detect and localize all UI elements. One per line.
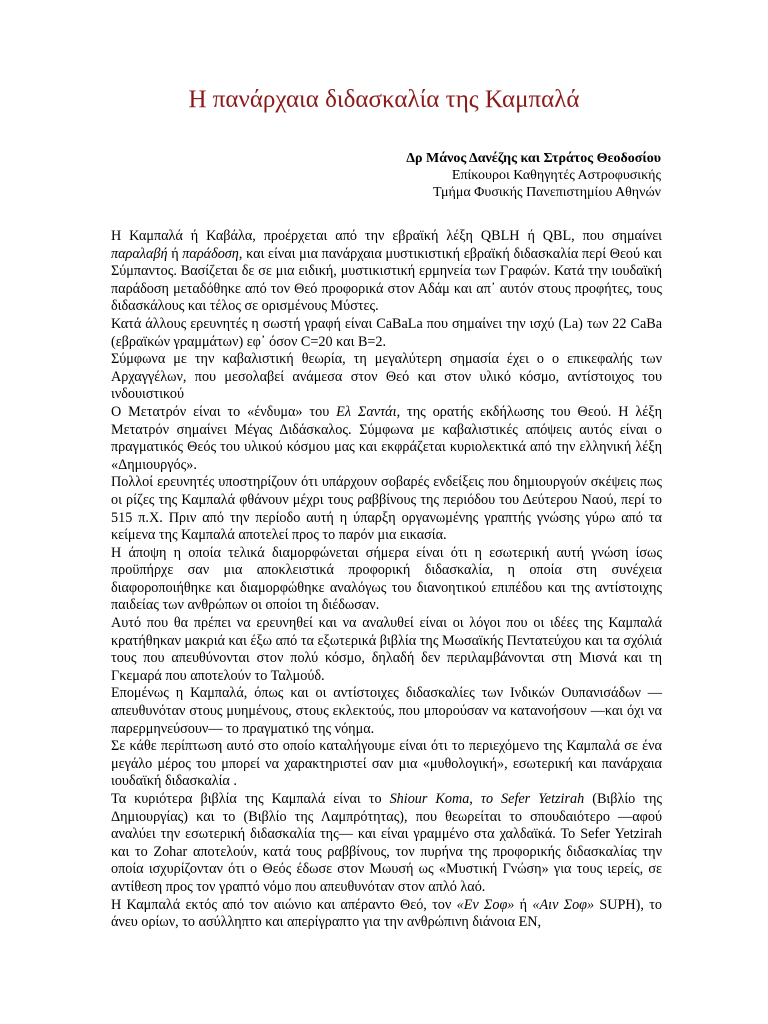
paragraph-text: ή — [514, 896, 533, 913]
paragraph — [111, 685, 662, 738]
paragraph-text: ή — [167, 245, 183, 262]
paragraph — [111, 228, 662, 316]
author-block — [406, 150, 661, 201]
paragraph-text: Επομένως η Καμπαλά, όπως και οι αντίστοιχες διδασκαλίες των Ινδικών Ουπανισάδων —απευθυνόταν στους μυημένους, στους εκλεκτούς, που μπορούσαν να κατανοήσουν —και όχι να παρερμηνεύσουν— το πραγματικό της νόημα. — [111, 685, 662, 737]
italic-text: Ελ Σαντάι — [336, 403, 397, 420]
paragraph-text: Τα κυριότερα βιβλία της Καμπαλά είναι το — [111, 791, 390, 807]
paragraph-text: Ο Μετατρόν είναι το «ένδυμα» του — [111, 403, 337, 420]
paragraph-text: Σύμφωνα με την καβαλιστική θεωρία, τη μεγαλύτερη σημασία έχει ο ο επικεφαλής των Αρχαγγέλων, που μεσολαβεί ανάμεσα στον Θεό και στον υλικό κόσμο, αντίστοιχος του ινδουιστικού — [111, 351, 662, 403]
paragraph-text: Η Καμπαλά εκτός από τον αιώνιο και απέραντο Θεό, τον — [111, 896, 457, 913]
italic-text: παράδοση — [182, 245, 239, 262]
italic-text: Shiour Koma, το Sefer Yetzirah — [389, 791, 585, 807]
paragraph-text: , της ορατής εκδήλωσης του Θεού. Η λέξη Μετατρόν σημαίνει Μέγας Διδάσκαλος. Σύμφωνα με καβαλιστικές απόψεις αυτός είναι ο πραγματικός Θεός του υλικού κόσμου μας και εκφράζεται κυριολεκτικά από την ελληνική λέξη «Δημιουργός». — [111, 403, 663, 473]
paragraph — [111, 545, 662, 615]
paragraph-text: (Βιβλίο της Δημιουργίας) και το (Βιβλίο της Λαμπρότητας), που θεωρείται το σπουδαιότερο —αφού αναλύει την εσωτερική διδασκαλία της— και είναι γραμμένο στα χαλδαϊκά. Το Sefer Yetzirah και το Zohar αποτελούν, κατά τους ραββίνους, τον πυρήνα της προφορικής διδασκαλίας την οποία ισχυρίζονταν ότι ο Θεός έδωσε στον Μωυσή ως «Μυστική Γνώση» για τους ιερείς, σε αντίθεση προς τον γραπτό νόμο που απευθυνόταν στον απλό λαό. — [111, 791, 662, 895]
paragraph-text: SUPH), το άνευ ορίων, το ασύλληπτο και απερίγραπτο για την ανθρώπινη διάνοια ΕΝ, — [111, 896, 663, 931]
paragraph — [111, 738, 662, 791]
paragraph — [111, 791, 662, 897]
paragraph-text: Αυτό που θα πρέπει να ερευνηθεί και να αναλυθεί είναι οι λόγοι που οι ιδέες της Καμπαλά κρατήθηκαν μακριά και έξω από τα εξωτερικά βιβλία της Μωσαϊκής Πεντατεύχου και τα σχόλιά τους που απευθύνονται στον πολύ κόσμο, δηλαδή δεν περιλαμβάνονται στη Μισνά και τη Γκεμαρά που αποτελούν το Ταλμούδ. — [111, 615, 662, 684]
paragraph — [111, 316, 662, 351]
paragraph-text: , και είναι μια πανάρχαια μυστικιστική εβραϊκή διδασκαλία περί Θεού και Σύμπαντος. Βασίζεται δε σε μια ειδική, μυστικιστική ερμηνεία των Γραφών. Κατά την ιουδαϊκή παράδοση μεταδόθηκε από τον Θεό προφορικά στον Αδάμ και απ᾽ αυτόν στους προφήτες, τους διδασκάλους και τέλος σε ορισμένους Μύστες. — [111, 245, 662, 315]
paragraph — [111, 615, 662, 685]
body-text — [111, 228, 662, 932]
paragraph — [111, 897, 662, 932]
italic-text: «Αιν Σοφ» — [532, 896, 595, 913]
paragraph — [111, 351, 662, 404]
paragraph-text: Σε κάθε περίπτωση αυτό στο οποίο καταλήγουμε είναι ότι το περιεχόμενο της Καμπαλά σε ένα μεγάλο μέρος του μπορεί να χαρακτηριστεί σαν μια «μυθολογική», εσωτερική και πανάρχαια ιουδαϊκή διδασκαλία . — [111, 738, 662, 790]
author-department: Τμήμα Φυσικής Πανεπιστημίου Αθηνών — [432, 185, 661, 200]
paragraph-text: Πολλοί ερευνητές υποστηρίζουν ότι υπάρχουν σοβαρές ενδείξεις που δημιουργούν σκέψεις πως οι ρίζες της Καμπαλά φθάνουν μέχρι τους ραββίνους της περιόδου του Δεύτερου Ναού, περί το 515 π.Χ. Πριν από την περίοδο αυτή η ύπαρξη οργανωμένης γραπτής γνώσης γύρω από τα κείμενα της Καμπαλά αποτελεί προς το παρόν μια εικασία. — [111, 474, 662, 544]
author-role: Επίκουροι Καθηγητές Αστροφυσικής — [451, 168, 661, 183]
paragraph-text: Η Καμπαλά ή Καβάλα, προέρχεται από την εβραϊκή λέξη QBLH ή QBL, που σημαίνει — [111, 228, 662, 244]
paragraph — [111, 474, 662, 544]
author-names: Δρ Μάνος Δανέζης και Στράτος Θεοδοσίου — [406, 151, 661, 166]
italic-text: παραλαβή — [111, 245, 168, 262]
document-title: Η πανάρχαια διδασκαλία της Καμπαλά — [188, 86, 580, 113]
paragraph-text: Η άποψη η οποία τελικά διαμορφώνεται σήμερα είναι ότι η εσωτερική αυτή γνώση ίσως προϋπήρχε σαν μια αποκλειστικά προφορική διδασκαλία, η οποία στη συνέχεια διαφοροποιήθηκε και διαμορφώθηκε αναλόγως του διανοητικού επιπέδου και της αντίστοιχης παιδείας των ανθρώπων οι οποίοι τη διέδωσαν. — [111, 544, 662, 614]
italic-text: «Εν Σοφ» — [456, 896, 515, 913]
paragraph-text: Κατά άλλους ερευνητές η σωστή γραφή είναι CaBaLa που σημαίνει την ισχύ (La) των 22 CaBa (εβραϊκών γραμμάτων) εφ᾽ όσον C=20 και B=2. — [111, 315, 662, 350]
paragraph — [111, 404, 662, 474]
